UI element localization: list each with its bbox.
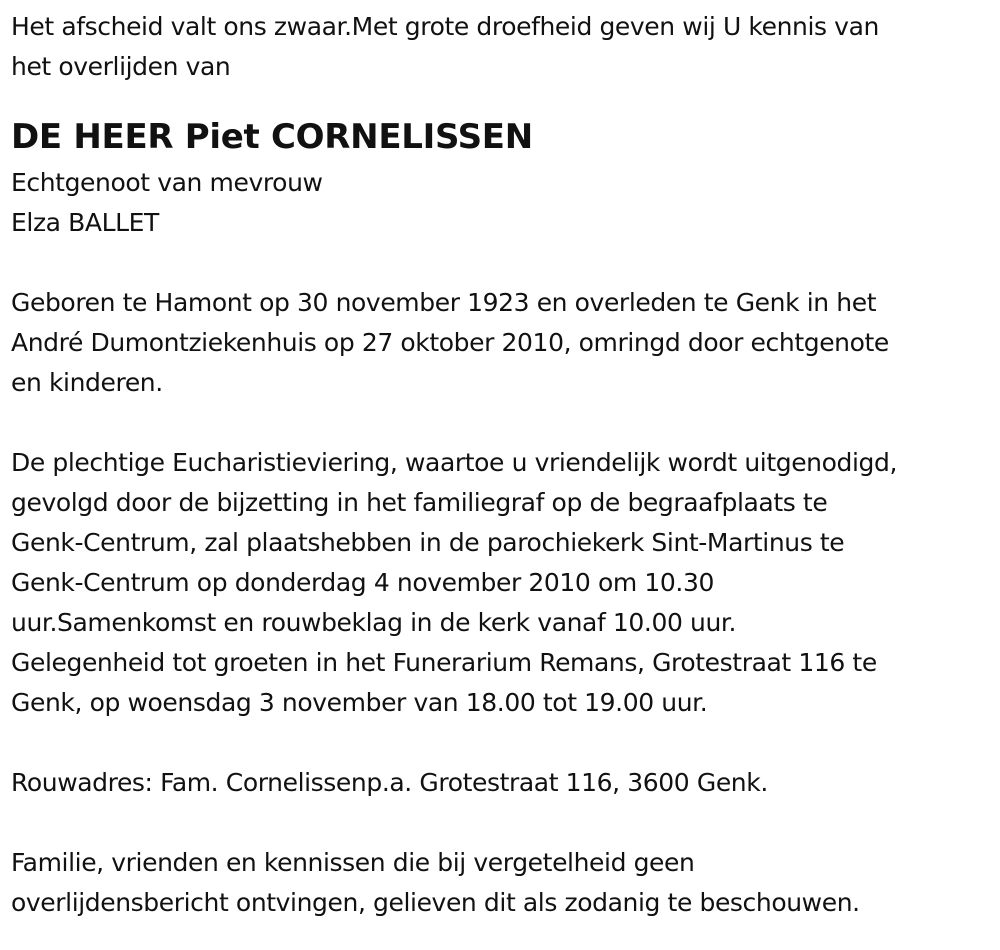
spouse-line: Echtgenoot van mevrouw xyxy=(11,168,323,197)
spacer xyxy=(11,723,991,763)
address-paragraph xyxy=(11,763,991,803)
paragraph-line: overlijdensbericht ontvingen, gelieven dit als zodanig te beschouwen. xyxy=(11,888,860,917)
intro-paragraph xyxy=(11,7,991,87)
intro-line: het overlijden van xyxy=(11,52,231,81)
ceremony-paragraph xyxy=(11,443,991,723)
spacer xyxy=(11,87,991,115)
birth-death-paragraph xyxy=(11,283,991,403)
paragraph-line: Genk-Centrum op donderdag 4 november 2010 om 10.30 xyxy=(11,568,714,597)
paragraph-line: gevolgd door de bijzetting in het familiegraf op de begraafplaats te xyxy=(11,488,828,517)
spacer xyxy=(11,403,991,443)
paragraph-line: André Dumontziekenhuis op 27 oktober 2010, omringd door echtgenote xyxy=(11,328,889,357)
paragraph-line: De plechtige Eucharistieviering, waartoe u vriendelijk wordt uitgenodigd, xyxy=(11,448,898,477)
deceased-name: DE HEER Piet CORNELISSEN xyxy=(11,117,533,157)
paragraph-line: Genk, op woensdag 3 november van 18.00 tot 19.00 uur. xyxy=(11,688,708,717)
spacer xyxy=(11,243,991,283)
paragraph-line: Familie, vrienden en kennissen die bij vergetelheid geen xyxy=(11,848,695,877)
paragraph-line: Geboren te Hamont op 30 november 1923 en overleden te Genk in het xyxy=(11,288,877,317)
spouse-name: Elza BALLET xyxy=(11,208,159,237)
deceased-block xyxy=(11,115,991,243)
closing-paragraph xyxy=(11,843,991,923)
mourning-address: Rouwadres: Fam. Cornelissenp.a. Grotestraat 116, 3600 Genk. xyxy=(11,768,768,797)
paragraph-line: en kinderen. xyxy=(11,368,163,397)
death-notice xyxy=(11,7,991,923)
paragraph-line: uur.Samenkomst en rouwbeklag in de kerk vanaf 10.00 uur. xyxy=(11,608,737,637)
paragraph-line: Gelegenheid tot groeten in het Funerarium Remans, Grotestraat 116 te xyxy=(11,648,877,677)
intro-line: Het afscheid valt ons zwaar.Met grote droefheid geven wij U kennis van xyxy=(11,12,879,41)
spacer xyxy=(11,803,991,843)
paragraph-line: Genk-Centrum, zal plaatshebben in de parochiekerk Sint-Martinus te xyxy=(11,528,845,557)
